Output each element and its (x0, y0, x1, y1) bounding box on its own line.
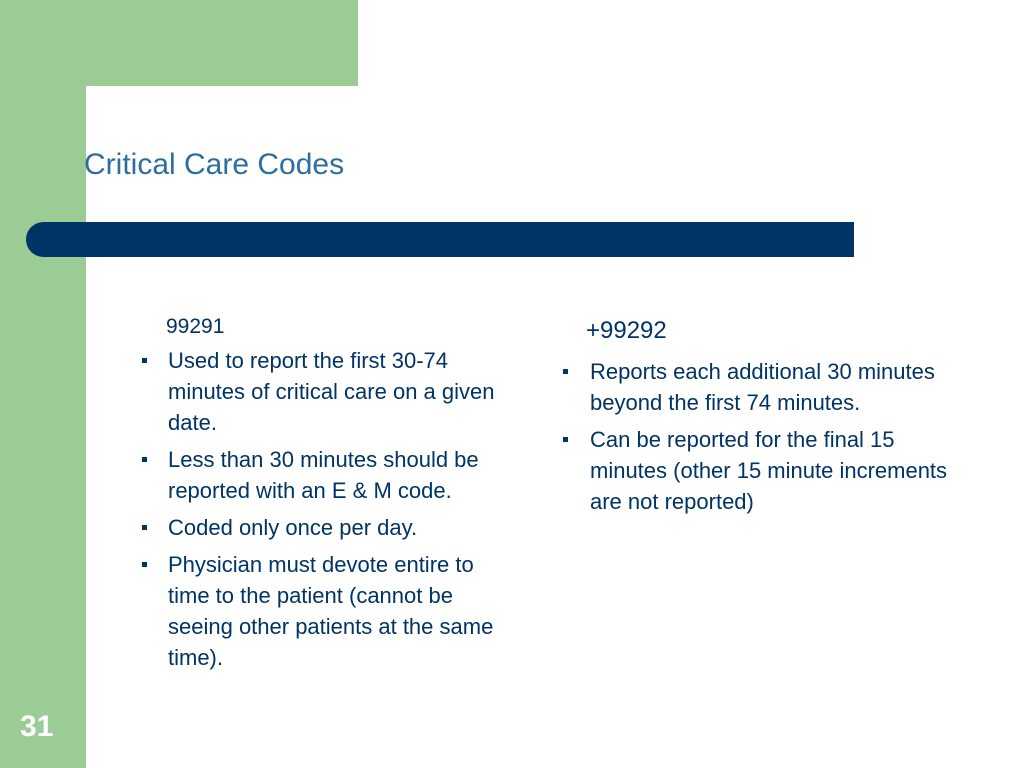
list-item (140, 512, 512, 543)
title-underline-bar (26, 222, 854, 257)
green-side-band (0, 0, 86, 768)
list-item (140, 444, 512, 506)
square-bullet-icon (142, 457, 147, 462)
list-item-text: Can be reported for the final 15 minutes (other 15 minute increments are not reported) (590, 427, 948, 514)
green-top-band (0, 0, 358, 86)
list-item (140, 345, 512, 438)
list-item-text: Less than 30 minutes should be reported with an E & M code. (168, 447, 479, 503)
bullet-list (140, 345, 512, 673)
list-item-text: Reports each additional 30 minutes beyond the first 74 minutes. (590, 359, 935, 415)
code-heading-99291: 99291 (166, 315, 225, 338)
list-item (561, 424, 961, 517)
code-heading-99292: +99292 (586, 317, 667, 344)
square-bullet-icon (563, 437, 568, 442)
slide-number: 31 (20, 710, 54, 743)
square-bullet-icon (142, 525, 147, 530)
bullet-list (561, 356, 961, 517)
square-bullet-icon (142, 562, 147, 567)
list-item (561, 356, 961, 418)
left-column (140, 311, 512, 679)
list-item-text: Physician must devote entire to time to the patient (cannot be seeing other patients at the same time). (168, 552, 494, 670)
square-bullet-icon (563, 369, 568, 374)
list-item-text: Used to report the first 30-74 minutes of critical care on a given date. (168, 348, 495, 435)
right-column (561, 315, 961, 523)
slide-title: Critical Care Codes (84, 148, 345, 181)
list-item (140, 549, 512, 673)
list-item-text: Coded only once per day. (168, 515, 418, 540)
square-bullet-icon (142, 358, 147, 363)
